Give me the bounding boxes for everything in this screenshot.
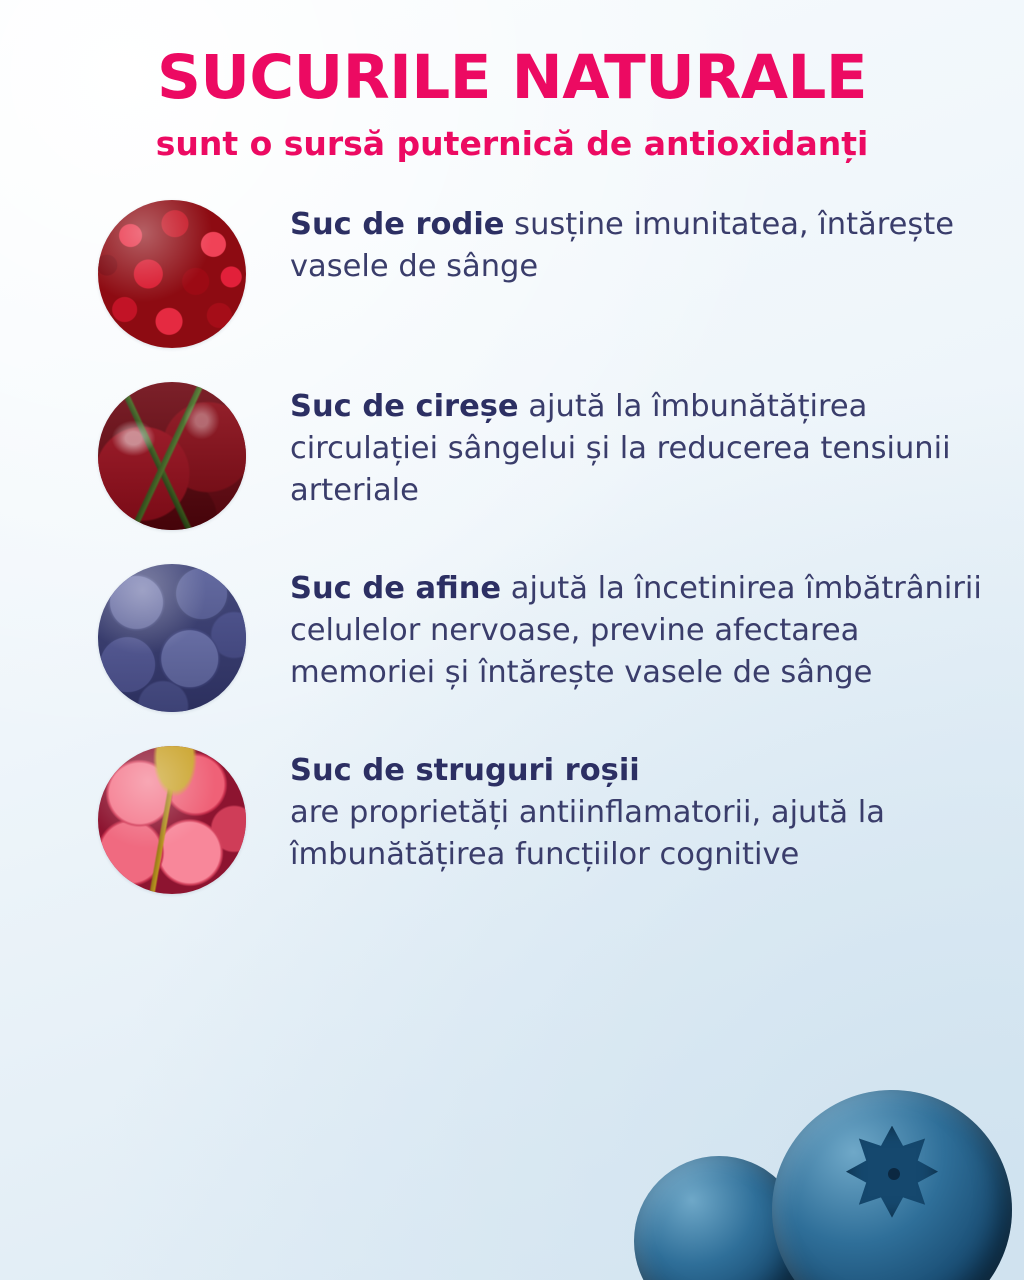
blueberries-photo: [98, 564, 246, 712]
list-item-text: [290, 564, 990, 694]
poster-header: [0, 0, 1024, 164]
pomegranate-seeds-photo: [98, 200, 246, 348]
thumbnail-wrap: [96, 200, 248, 348]
blueberries-bottom-right: [594, 1050, 1024, 1280]
red-grapes-photo: [98, 746, 246, 894]
page-subtitle: sunt o sursă puternică de antioxidanți: [155, 124, 869, 164]
thumbnail-wrap: [96, 382, 248, 530]
list-item-lead: Suc de struguri roșii: [290, 752, 640, 788]
list-item: [96, 382, 990, 530]
list-item: [96, 200, 990, 348]
list-item: [96, 746, 990, 894]
blueberry-large: [772, 1090, 1012, 1280]
list-item-rest: susține imunitatea, întărește vasele de sânge: [290, 206, 954, 284]
thumbnail-wrap: [96, 746, 248, 894]
list-item-rest: ajută la îmbunătățirea circulației sângelui și la reducerea tensiunii arteriale: [290, 388, 951, 508]
list-item: [96, 564, 990, 712]
list-item-text: [290, 746, 990, 876]
page-title: SUCURILE NATURALE: [156, 42, 868, 113]
benefits-list: [0, 200, 1024, 894]
cherries-photo: [98, 382, 246, 530]
list-item-text: [290, 382, 990, 512]
list-item-lead: Suc de afine: [290, 570, 502, 606]
blueberry-crown-icon: [846, 1126, 938, 1218]
list-item-rest: are proprietăți antiinflamatorii, ajută la îmbunătățirea funcțiilor cognitive: [290, 794, 885, 872]
list-item-lead: Suc de cireșe: [290, 388, 519, 424]
list-item-lead: Suc de rodie: [290, 206, 505, 242]
list-item-text: [290, 200, 990, 288]
list-item-rest: ajută la încetinirea îmbătrânirii celulelor nervoase, previne afectarea memoriei și întărește vasele de sânge: [290, 570, 982, 690]
thumbnail-wrap: [96, 564, 248, 712]
